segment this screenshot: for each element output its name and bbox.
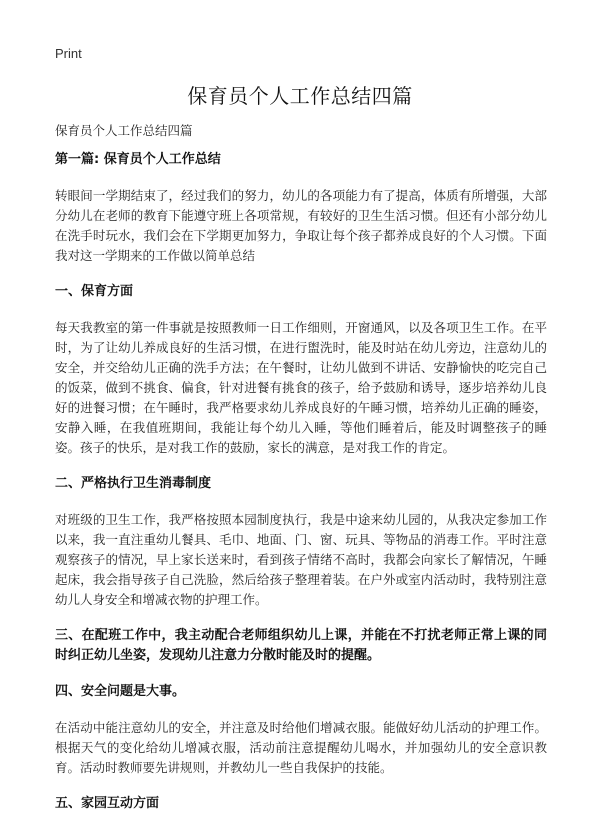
section-heading-home-school: 五、家园互动方面 [55,796,160,811]
document-body [55,150,547,828]
print-label[interactable]: Print [55,46,82,61]
section-heading-hygiene: 二、严格执行卫生消毒制度 [55,476,212,491]
section-heading-care: 一、保育方面 [55,284,134,299]
section-heading-safety: 四、安全问题是大事。 [55,684,186,699]
hygiene-paragraph: 对班级的卫生工作，我严格按照本园制度执行，我是中途来幼儿园的，从我决定参加工作以来，我一直注重幼儿餐具、毛巾、地面、门、窗、玩具、等物品的消毒工作。平时注意观察孩子的情况，早上家长送来时，看到孩子情绪不高时，我都会向家长了解情况，午睡起床，我会指导孩子自己洗脸，然后给孩子整理着装。在户外或室内活动时，我特别注意幼儿人身安全和增减衣物的护理工作。 [55,512,547,607]
section-teaching-support: 三、在配班工作中，我主动配合老师组织幼儿上课，并能在不打扰老师正常上课的同时纠正幼儿坐姿，发现幼儿注意力分散时能及时的提醒。 [55,628,547,663]
care-paragraph: 每天我教室的第一件事就是按照教师一日工作细则，开窗通风，以及各项卫生工作。在平时，为了让幼儿养成良好的生活习惯，在进行盥洗时，能及时站在幼儿旁边，注意幼儿的安全，并交给幼儿正确的洗手方法；在午餐时，让幼儿做到不讲话、安静愉快的吃完自己的饭菜，做到不挑食、偏食，针对进餐有挑食的孩子，给予鼓励和诱导，逐步培养幼儿良好的进餐习惯；在午睡时，我严格要求幼儿养成良好的午睡习惯，培养幼儿正确的睡姿，安静入睡，在我值班期间，我能让每个幼儿入睡，等他们睡着后，能及时调整孩子的睡姿。孩子的快乐，是对我工作的鼓励，家长的满意，是对我工作的肯定。 [55,320,547,455]
section-heading-first: 第一篇: 保育员个人工作总结 [55,152,221,167]
document-subtitle: 保育员个人工作总结四篇 [55,123,193,138]
page-title: 保育员个人工作总结四篇 [187,84,413,108]
intro-paragraph: 转眼间一学期结束了，经过我们的努力，幼儿的各项能力有了提高，体质有所增强，大部分幼儿在老师的教育下能遵守班上各项常规，有较好的卫生生活习惯。但还有小部分幼儿在洗手时玩水，我们会在下学期更加努力，争取让每个孩子都养成良好的个人习惯。下面我对这一学期来的工作做以简单总结 [55,188,547,263]
safety-paragraph: 在活动中能注意幼儿的安全，并注意及时给他们增减衣服。能做好幼儿活动的护理工作。根据天气的变化给幼儿增减衣服，活动前注意提醒幼儿喝水，并加强幼儿的安全意识教育。活动时教师要先讲规则，并教幼儿一些自我保护的技能。 [55,720,547,775]
